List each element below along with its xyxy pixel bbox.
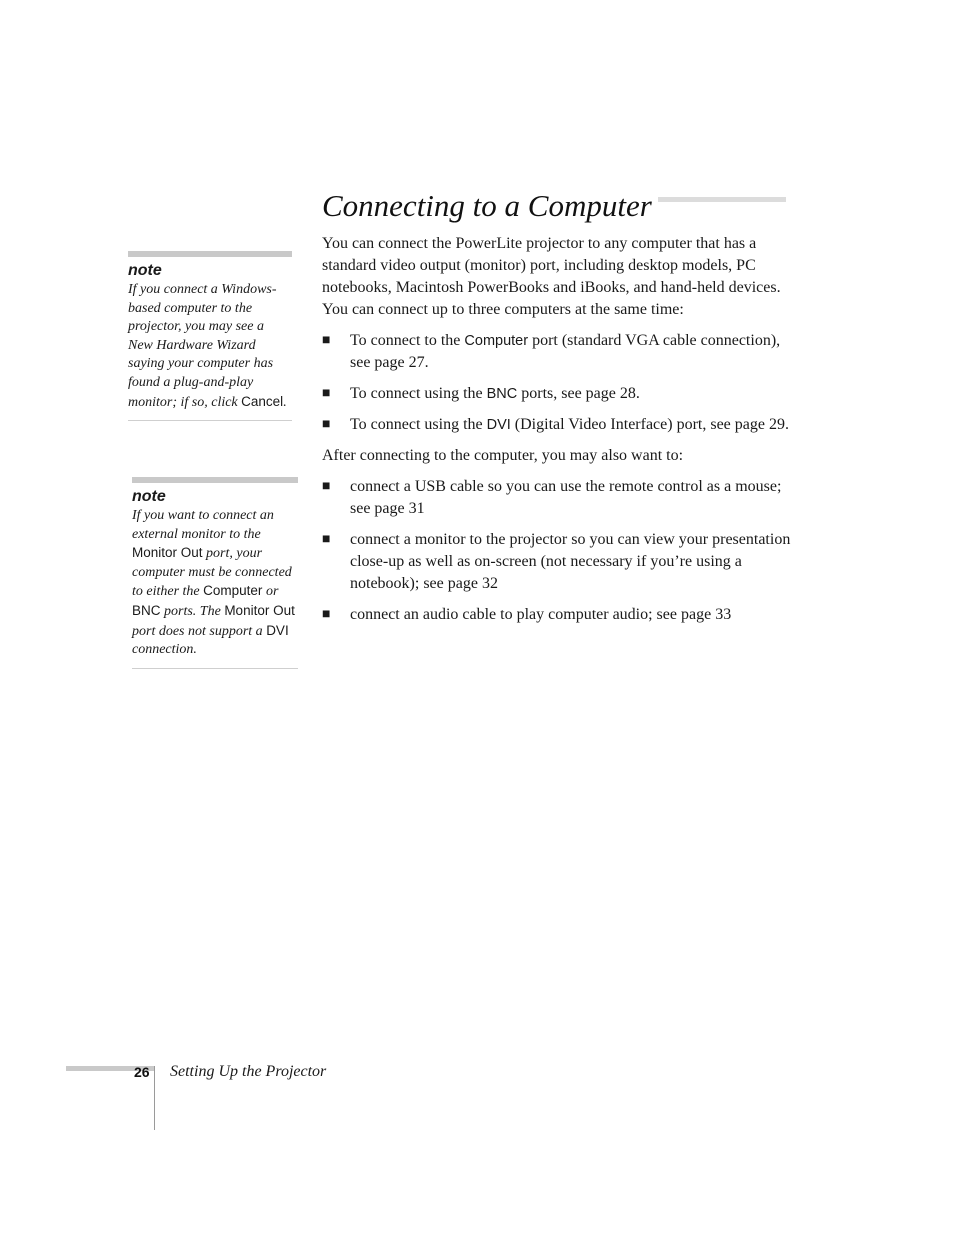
- note-top-rule: [132, 477, 298, 483]
- monitor-out-term: Monitor Out: [132, 545, 203, 561]
- item-text: port (standard VGA cable connection), see page 27.: [350, 332, 781, 371]
- running-footer: Setting Up the Projector: [170, 1063, 327, 1080]
- note-top-rule: [128, 251, 292, 257]
- note-box-windows: [128, 251, 292, 421]
- list-item: [322, 476, 792, 520]
- note-text: If you connect a Windows-based computer to the projector, you may see a New Hardware Wizard saying your computer has found a plug-and-play monitor; if so, click: [128, 282, 277, 410]
- item-text: ports, see page 28.: [517, 385, 640, 402]
- item-text: connect a monitor to the projector so you can view your presentation close-up as well as on-screen (not necessary if you’re using a notebook); see page 32: [350, 531, 791, 592]
- dvi-term: DVI: [486, 417, 511, 433]
- computer-term: Computer: [464, 333, 529, 349]
- item-text: To connect to the: [350, 332, 465, 349]
- bullet-icon: ■: [322, 417, 331, 432]
- monitor-out-term: Monitor Out: [224, 602, 295, 618]
- note-text: If you want to connect an external monitor to the: [132, 508, 274, 542]
- page-title: Connecting to a Computer: [322, 186, 658, 226]
- computer-term: Computer: [203, 583, 263, 599]
- bullet-icon: ■: [322, 333, 331, 348]
- bullet-icon: ■: [322, 479, 331, 494]
- note-heading: note: [132, 488, 166, 505]
- note-text: connection.: [132, 642, 197, 658]
- intro-paragraph: You can connect the PowerLite projector to any computer that has a standard video output (monitor) port, including desktop models, PC notebooks, Macintosh PowerBooks and iBooks, and hand-held devices. You can connect up to three computers at the same time:: [322, 235, 781, 318]
- additional-options-list: [322, 476, 792, 626]
- note-box-monitor: [132, 477, 298, 669]
- page-number: 26: [134, 1064, 150, 1080]
- item-text: To connect using the: [350, 385, 487, 402]
- connection-options-list: [322, 330, 792, 436]
- note-text: port, your computer must be connected to either the: [132, 546, 292, 600]
- dvi-term: DVI: [266, 622, 289, 638]
- item-text: connect a USB cable so you can use the remote control as a mouse; see page 31: [350, 478, 782, 517]
- bullet-icon: ■: [322, 607, 331, 622]
- item-text: (Digital Video Interface) port, see page 29.: [510, 416, 789, 433]
- list-item: [322, 414, 792, 436]
- bnc-term: BNC: [132, 602, 161, 618]
- note-body: [128, 281, 292, 421]
- bullet-icon: ■: [322, 386, 331, 401]
- note-text: or: [262, 584, 279, 600]
- bnc-term: BNC: [486, 386, 518, 402]
- list-item: [322, 604, 792, 626]
- note-body: [132, 507, 298, 669]
- note-text: ports. The: [160, 603, 225, 619]
- list-item: [322, 383, 792, 405]
- note-heading: note: [128, 262, 162, 279]
- note-text: port does not support a: [132, 623, 267, 639]
- footer-divider: [154, 1066, 155, 1130]
- bullet-icon: ■: [322, 532, 331, 547]
- list-item: [322, 330, 792, 374]
- cancel-term: Cancel: [241, 393, 284, 409]
- item-text: connect an audio cable to play computer audio; see page 33: [350, 606, 732, 623]
- after-paragraph: After connecting to the computer, you may also want to:: [322, 447, 684, 464]
- note-text-end: .: [283, 394, 287, 410]
- list-item: [322, 529, 792, 595]
- main-content: [322, 233, 792, 635]
- item-text: To connect using the: [350, 416, 487, 433]
